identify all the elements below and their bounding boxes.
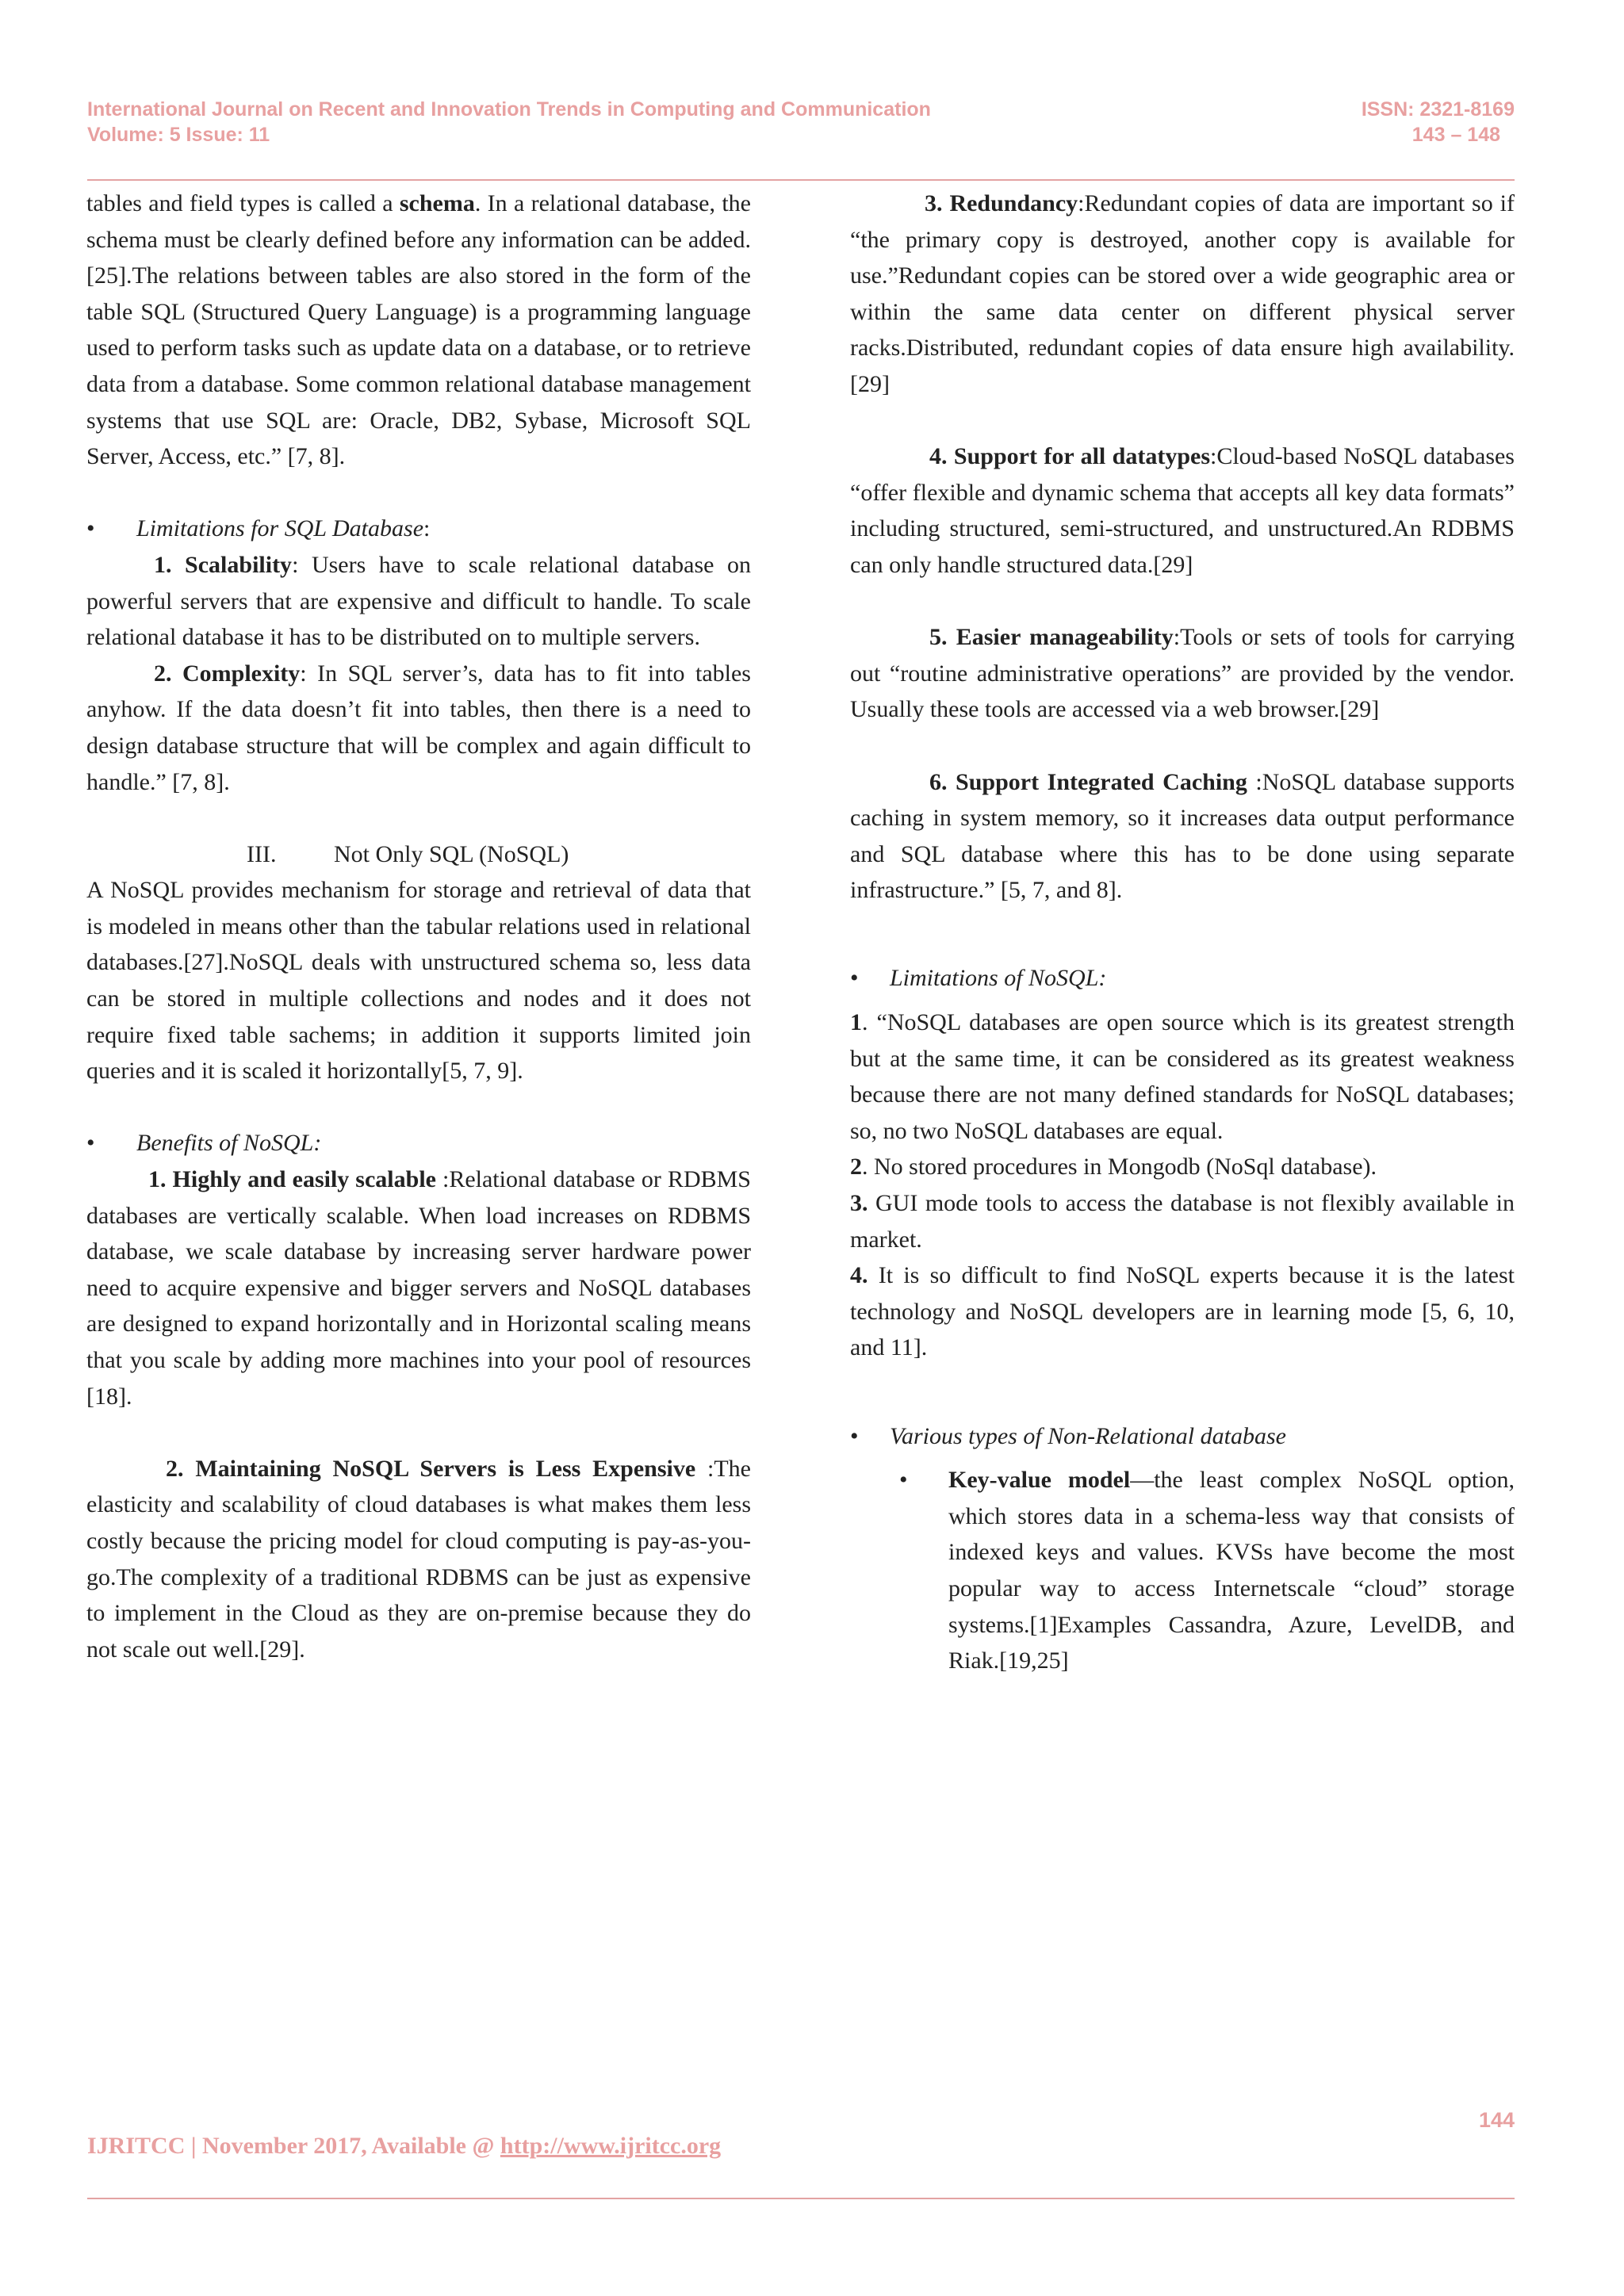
section-number: III.: [247, 840, 277, 867]
benefit-datatypes: 4. Support for all datatypes:Cloud-based NoSQL databases “offer flexible and dynamic schema that accepts all key data formats” including structured, semi-structured, and unstructured.An RDBMS can only handle structured data.[29]: [850, 443, 1515, 578]
limitation-4: 4. It is so difficult to find NoSQL experts because it is the latest technology and NoSQL developers are in learning mode [5, 6, 10, and 11].: [850, 1262, 1515, 1361]
nonrelational-types-heading: • Various types of Non-Relational database: [850, 1418, 1515, 1455]
bullet-icon: •: [86, 1130, 95, 1157]
bullet-icon: •: [850, 965, 859, 992]
limitation-1: 1. “NoSQL databases are open source which is its greatest strength but at the same time, it can be considered as its greatest weakness because there are not many defined standards for NoSQL databases; so, no two NoSQL databases are equal.: [850, 1009, 1515, 1144]
scalability-item: 1. Scalability: Users have to scale relational database on powerful servers that are expensive and difficult to handle. To scale relational database it has to be distributed on to multiple servers.: [86, 551, 752, 651]
page-number: 144: [1478, 2108, 1515, 2132]
footer-rule: [87, 2198, 1515, 2199]
benefit-less-expensive: 2. Maintaining NoSQL Servers is Less Expensive :The elasticity and scalability of cloud databases is what makes them less costly because the pricing model for cloud computing is pay-as-you-go.The complexity of a traditional RDBMS can be just as expensive to implement in the Cloud as they are on-premise because they do not scale out well.[29].: [86, 1455, 751, 1663]
nosql-benefits-heading: • Benefits of NoSQL:: [86, 1125, 751, 1161]
sql-limitations-heading: • Limitations for SQL Database:: [86, 511, 751, 547]
volume-issue: Volume: 5 Issue: 11: [87, 124, 270, 146]
benefit-scalable: 1. Highly and easily scalable :Relational database or RDBMS databases are vertically scalable. When load increases on RDBMS database, we scale database by increasing server hardware power need to acquire expensive and bigger servers and NoSQL databases are designed to expand horizontally and in Horizontal scaling means that you scale by adding more machines into your pool of resources [18].: [86, 1166, 751, 1410]
benefit-manageability: 5. Easier manageability:Tools or sets of tools for carrying out “routine administrative operations” are provided by the vendor. Usually these tools are accessed via a web browser.[29]: [850, 624, 1515, 723]
page-footer: [87, 2108, 1515, 2160]
schema-paragraph: tables and field types is called a schema. In a relational database, the schema must be clearly defined before any information can be added.[25].The relations between tables are also stored in the form of the table SQL (Structured Query Language) is a programming language used to perform tasks such as update data on a database, or to retrieve data from a database. Some common relational database management systems that use SQL are: Oracle, DB2, Sybase, Microsoft SQL Server, Access, etc.” [7, 8].: [86, 190, 751, 470]
benefit-caching: 6. Support Integrated Caching :NoSQL database supports caching in system memory, so it increases data output performance and SQL database where this has to be done using separate infrastructure.” [5, 7, and 8].: [850, 768, 1515, 904]
schema-term: schema: [399, 190, 475, 216]
footer-text: IJRITCC | November 2017, Available @: [87, 2133, 500, 2159]
bullet-icon: •: [899, 1467, 908, 1494]
nosql-limitations-heading: • Limitations of NoSQL:: [850, 960, 1515, 997]
left-column: [86, 186, 751, 1667]
limitation-2: 2. No stored procedures in Mongodb (NoSql database).: [850, 1154, 1377, 1181]
complexity-item: 2. Complexity: In SQL server’s, data has to fit into tables anyhow. If the data doesn’t fit into tables, then there is a need to design database structure that will be complex and again difficult to handle.” [7, 8].: [86, 660, 751, 795]
bullet-icon: •: [850, 1422, 859, 1449]
section-heading: [247, 836, 751, 873]
bullet-icon: •: [86, 515, 95, 542]
header-rule: [87, 179, 1515, 181]
benefit-redundancy: 3. Redundancy:Redundant copies of data are important so if “the primary copy is destroyed, another copy is available for use.”Redundant copies can be stored over a wide geographic area or within the same data center on different physical server racks.Distributed, redundant copies of data ensure high availability.[29]: [850, 190, 1515, 397]
journal-url-link[interactable]: http://www.ijritcc.org: [500, 2133, 722, 2159]
journal-name: International Journal on Recent and Innovation Trends in Computing and Communication: [87, 98, 931, 121]
key-value-model-item: • Key-value model—the least complex NoSQL option, which stores data in a schema-less way that consists of indexed keys and values. KVSs have become the most popular way to access Internetscale “cloud” storage systems.[1]Examples Cassandra, Azure, LevelDB, and Riak.[19,25]: [899, 1462, 1515, 1679]
limitation-3: 3. GUI mode tools to access the database is not flexibly available in market.: [850, 1190, 1515, 1253]
nosql-paragraph: A NoSQL provides mechanism for storage and retrieval of data that is modeled in means other than the tabular relations used in relational databases.[27].NoSQL deals with unstructured schema so, less data can be stored in multiple collections and nodes and it does not require fixed table sachems; in addition it supports limited join queries and it is scaled it horizontally[5, 7, 9].: [86, 877, 751, 1085]
right-column: [850, 186, 1515, 1679]
section-title: Not Only SQL (NoSQL): [334, 840, 569, 867]
running-header: [87, 97, 1515, 147]
page-range: 143 – 148: [1411, 124, 1500, 146]
issn: ISSN: 2321-8169: [1361, 98, 1515, 121]
